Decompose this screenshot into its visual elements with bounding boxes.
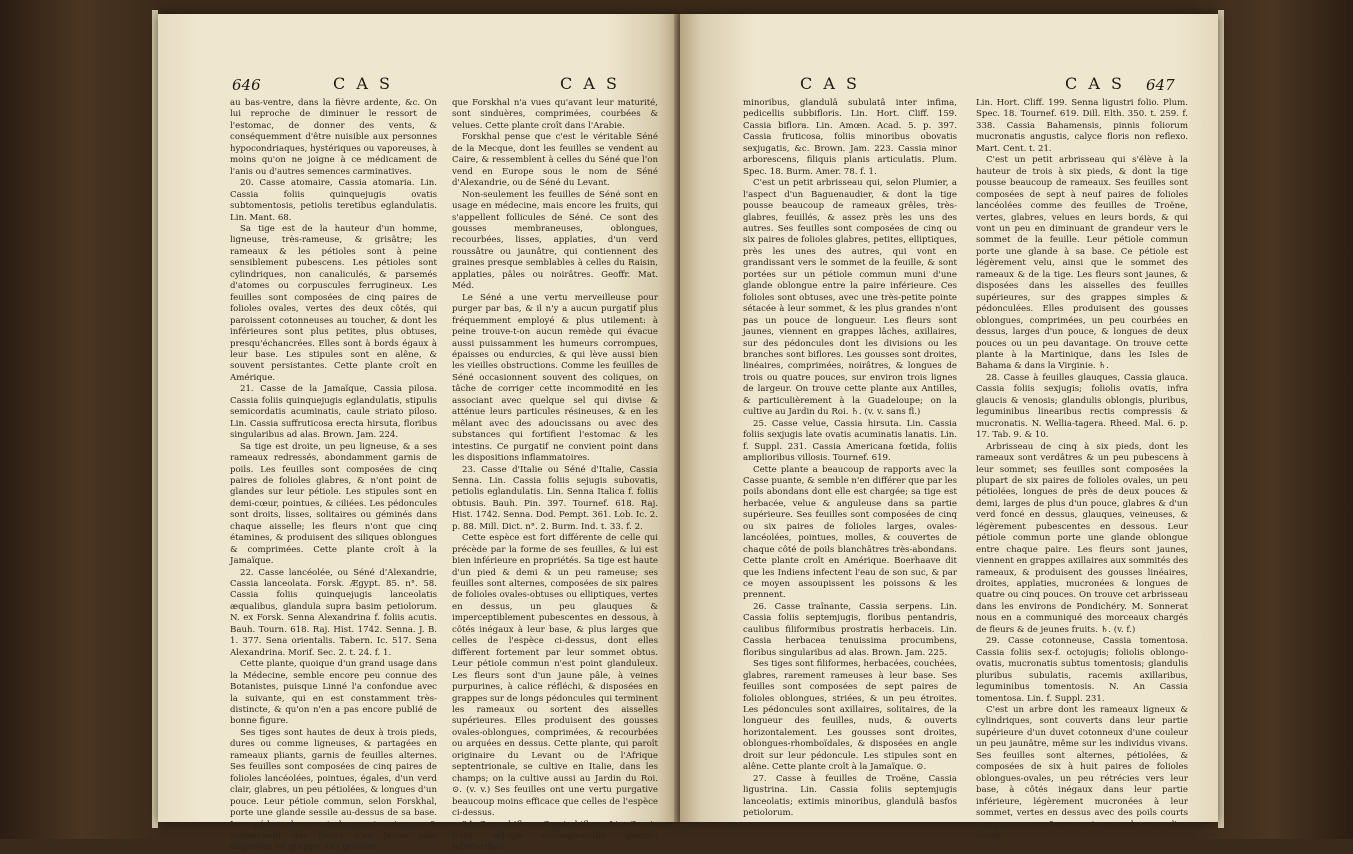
paragraph: C'est un petit arbrisseau qui, selon Plumier, a l'aspect d'un Baguenaudier, & dont la tige pousse beaucoup de rameaux grêles, très-glabres, feuillés, & assez près les uns des autres. Ses feuilles sont composées de cinq ou six paires de folioles glabres, petites, elliptiques, près les unes des autres, qui vont en grandissant vers le sommet de la feuille, & sont portées sur un pétiole commun muni d'une glande oblongue entre la paire inférieure. Ces folioles sont obtuses, avec une très-petite pointe sétacée à leur sommet, & les plus grandes n'ont pas un pouce de longueur. Les fleurs sont jaunes, viennent en grappes lâches, axillaires, sur des pédoncules dont les divisions ou les branches sont biflores. Les gousses sont droites, linéaires, comprimées, noirâtres, & longues de trois ou quatre pouces, sur environ trois lignes de largeur. On trouve cette plante aux Antilles, & particulièrement à la Guadeloupe; on la cultive au Jardin du Roi. ♄. (v. v. sans fl.) xyxy=(743,178,957,418)
paragraph: Sa tige est de la hauteur d'un homme, ligneuse, très-rameuse, & grisâtre; les rameaux & les pétioles sont à peine sensiblement pubescens. Les pétioles sont cylindriques, non canaliculés, & parsemés d'atomes ou corpuscules ferrugineux. Les feuilles sont composées de cinq paires de folioles ovales, vertes des deux côtés, qui paroissent cotonneuses au toucher, & dont les inférieures sont plus petites, plus obtuses, presqu'échancrées. Elles sont à bords égaux à leur base. Les stipules sont en alêne, & souvent persistantes. Cette plante croît en Amérique. xyxy=(230,223,437,383)
paragraph: Ses tiges sont hautes de deux à trois pieds, dures ou comme ligneuses, & partagées en rameaux pliants, garnis de feuilles alternes. Ses feuilles sont composées de cinq paires de folioles lancéolées, pointues, égales, d'un verd clair, glabres, un peu pétiolées, & longues d'un pouce. Leur pétiole commun, selon Forskhal, porte une glande sessile au-dessus de sa base. Les pédoncules sont longs, terminaux, & soutiennent des fleurs d'un jaune pâle disposées en grappe. Les gousses, xyxy=(230,727,437,853)
paragraph: 29. Casse cotonneuse, Cassia tomentosa. Cassia foliis sex-f. octojugis; foliolis oblongo-ovatis, mucronatis subtus tomentosis; glandulis pluribus subulatis, racemis axillaribus, leguminibus tomentosis. N. An Cassia tomentosa. Lin. f. Suppl. 231. xyxy=(976,636,1188,704)
paragraph: Lin. Hort. Cliff. 199. Senna ligustri folio. Plum. Spec. 18. Tournef. 619. Dill. Elth. 350. t. 259. f. 338. Cassia Bahamensis, pinnis foliorum mucronatis angustis, calyce floris non reflexo. Mart. Cent. t. 21. xyxy=(976,98,1188,154)
paragraph: Cette espèce est fort différente de celle qui précède par la forme de ses feuilles, & lui est bien inférieure en propriétés. Sa tige est haute d'un pied & demi & un peu rameuse; ses feuilles sont alternes, composées de six paires de folioles ovales-obtuses ou elliptiques, vertes en dessus, un peu glauques & imperceptiblement pubescentes en dessous, à côtés inégaux à leur base, & plus larges que celles de l'espèce ci-dessus, dont elles diffèrent fortement par leur sommet obtus. Leur pétiole commun n'est point glanduleux. Les fleurs sont d'un jaune pâle, à veines purpurines, à calice réfléchi, & disposées en grappes sur de longs pédoncules qui terminent les rameaux ou sortent des aisselles supérieures. Elles produisent des gousses ovales-oblongues, comprimées, & recourbées ou arquées en dessus. Cette plante, qui paroît originaire du Levant ou de l'Afrique septentrionale, se cultive en Italie, dans les champs; on la cultive aussi au Jardin du Roi. ⊙. (v. v.) Ses feuilles ont une vertu purgative beaucoup moins efficace que celles de l'espèce ci-dessus. xyxy=(452,533,658,819)
paragraph: 20. Casse atomaire, Cassia atomaria. Lin. Cassia foliis quinquejugis ovatis subtomentosis, petiolis teretibus eglandulatis. Lin. Mant. 68. xyxy=(230,178,437,223)
paragraph: au bas-ventre, dans la fièvre ardente, &c. On lui reproche de diminuer le ressort de l'estomac, de donner des vents, & conséquemment d'être nuisible aux personnes hypocondriaques, hystériques ou vaporeuses, à moins qu'on ne joigne à ce médicament de l'anis ou d'autres semences carminatives. xyxy=(230,98,437,177)
paragraph: 26. Casse traînante, Cassia serpens. Lin. Cassia foliis septemjugis, floribus pentandris, caulibus filiformibus prostratis herbaceis. Lin. Cassia herbacea tenuissima procumbens, floribus singularibus ad alas. Brown. Jam. 225. xyxy=(743,601,957,658)
paragraph: que Forskhal n'a vues qu'avant leur maturité, sont sinduères, comprimées, courbées & velues. Cette plante croît dans l'Arabie. xyxy=(452,98,658,131)
paragraph: C'est un petit arbrisseau qui s'élève à la hauteur de trois à six pieds, & dont la tige pousse beaucoup de rameaux. Ses feuilles sont composées de sept à neuf paires de folioles lancéolées comme des feuilles de Troëne, vertes, glabres, velues en leurs bords, & qui vont un peu en diminuant de grandeur vers le sommet de la feuille. Leur pétiole commun porte une glande à sa base. Ce pétiole est légèrement velu, ainsi que le sommet des rameaux & de la tige. Les fleurs sont jaunes, & disposées dans les aisselles des feuilles supérieures, sur des grappes simples & pédonculées. Elles produisent des gousses oblongues, comprimées, un peu courbées en dessus, larges d'un pouce, & longues de deux pouces ou un peu davantage. On trouve cette plante à la Martinique, dans les Isles de Bahama & dans la Virginie. ♄. xyxy=(976,155,1188,372)
right-page xyxy=(680,14,1218,841)
paragraph: Forskhal pense que c'est le véritable Séné de la Mecque, dont les feuilles se vendent au Caire, & ressemblent à celles du Séné que l'on vend en Europe sous le nom de Séné d'Alexandrie, ou de Séné du Levant. xyxy=(452,132,658,189)
paragraph: Ses tiges sont filiformes, herbacées, couchées, glabres, rarement rameuses à leur base. Ses feuilles sont composées de sept paires de folioles oblongues, striées, & un peu étroites. Les pédoncules sont axillaires, solitaires, de la longueur des feuilles, nuds, & ouverts horizontalement. Les gousses sont droites, oblongues-rhomboïdales, & disposées en angle droit sur leur pédoncule. Les stipules sont en alêne. Cette plante croît à la Jamaïque. ⊙. xyxy=(743,659,957,773)
paragraph: Non-seulement les feuilles de Séné sont en usage en médecine, mais encore les fruits, qui s'appellent follicules de Séné. Ce sont des gousses membraneuses, oblongues, recourbées, lisses, applaties, d'un verd roussâtre ou jaunâtre, qui contiennent des graines presque semblables à celles du Raisin, applaties, pâles ou noirâtres. Geoffr. Mat. Méd. xyxy=(452,189,658,292)
left-column-2 xyxy=(452,98,658,853)
left-header-right: C A S xyxy=(560,74,620,93)
paragraph: Le Séné a une vertu merveilleuse pour purger par bas, & il n'y a aucun purgatif plus fréquemment employé & plus utilement: à peine trouve-t-on aucun remède qui évacue aussi puissamment les humeurs corrompues, épaisses ou endurcies, & qui lève aussi bien les vieilles obstructions. Comme les feuilles de Séné occasionnent souvent des coliques, on tâche de corriger cette incommodité en les associant avec quelque sel qui divise & atténue leurs particules résineuses, & en les mêlant avec des adoucissans ou avec des substances qui fortifient l'estomac & les intestins. Ce purgatif ne convient point dans les dispositions inflammatoires. xyxy=(452,292,658,464)
paragraph: Arbrisseau de cinq à six pieds, dont les rameaux sont verdâtres & un peu pubescens à leur sommet; ses feuilles sont composées la plupart de six paires de folioles ovales, un peu pétiolées, longues de près de deux pouces & demi, larges de plus d'un pouce, glabres & d'un verd foncé en dessus, glauques, veineuses, & légèrement pubescentes en dessous. Leur pétiole commun porte une glande oblongue entre chaque paire. Les fleurs sont jaunes, viennent en grappes axillaires aux sommités des rameaux, & produisent des gousses linéaires, droites, applaties, mucronées & longues de quatre ou cinq pouces. On trouve cet arbrisseau dans les environs de Pondichéry. M. Sonnerat nous en a communiqué des morceaux chargés de fleurs & de jeunes fruits. ♄. (v. f.) xyxy=(976,441,1188,635)
left-page xyxy=(158,14,678,853)
paragraph: 22. Casse lancéolée, ou Séné d'Alexandrie, Cassia lanceolata. Forsk. Ægypt. 85. n°. 58. Cassia foliis quinquejugis lanceolatis æqualibus, glandula supra basim petiolorum. N. ex Forsk. Senna Alexandrina f. foliis acutis. Bauh. Tourn. 618. Raj. Hist. 1742. Senna. J. B. 1. 377. Sena orientalis. Tabern. Ic. 517. Sena Alexandrina. Morif. Sec. 2. t. 24. f. 1. xyxy=(230,567,437,658)
paragraph: minoribus, glandulâ subulatâ inter infima, pedicellis subbifloris. Lin. Hort. Cliff. 159. Cassia biflora. Lin. Amœn. Acad. 5. p. 397. Cassia fruticosa, foliis minoribus obovatis sexjugatis, &c. Brown. Jam. 223. Cassia minor arborescens, filiquis planis articulatis. Plum. Spec. 18. Burm. Amer. 78. f. 1. xyxy=(743,98,957,177)
paragraph: C'est un arbre dont les rameaux ligneux & cylindriques, sont couverts dans leur partie supérieure d'un duvet cotonneux d'une couleur un peu jaunâtre, même sur les individus vivans. Ses feuilles sont alternes, pétiolées, & composées de six à huit paires de folioles oblongues-ovales, un peu rétrécies vers leur base, à côtés inégaux dans leur partie inférieure, légèrement mucronées à leur sommet, vertes en dessus avec des poils courts un peu rares, & couvertes en dessous d'un duvet xyxy=(976,705,1188,841)
paragraph: 25. Casse velue, Cassia hirsuta. Lin. Cassia foliis sexjugis late ovatis acuminatis lanatis. Lin. f. Suppl. 231. Cassia Americana fœtida, foliis amplioribus villosis. Tournef. 619. xyxy=(743,418,957,464)
paragraph: Cette plante a beaucoup de rapports avec la Casse puante, & semble n'en différer que par les poils abondans dont elle est chargée; sa tige est herbacée, velue & anguleuse dans sa partie supérieure. Ses feuilles sont composées de cinq ou six paires de folioles larges, ovales-lancéolées, pointues, molles, & couvertes de chaque côté de poils blanchâtres très-abondans. Cette plante croît en Amérique. Boerhaave dit que les Indiens infectent l'eau de son suc, & par ce moyen assoupissent les poissons & les prennent. xyxy=(743,464,957,601)
right-header-right: C A S xyxy=(1065,74,1125,93)
paragraph: 21. Casse de la Jamaïque, Cassia pilosa. Cassia foliis quinquejugis eglandulatis, stipulis semicordatis acuminatis, caule striato piloso. Lin. Cassia suffruticosa erecta hirsuta, floribus singularibus ad alas. Brown. Jam. 224. xyxy=(230,384,437,441)
paragraph: 28. Casse à feuilles glauques, Cassia glauca. Cassia foliis sexjugis; foliolis ovatis, infra glaucis & venosis; glandulis oblongis, pluribus, leguminibus linearibus rectis compressis & mucronatis. N. Wellia-tagera. Rheed. Mal. 6. p. 17. Tab. 9. & 10. xyxy=(976,372,1188,441)
right-column-1 xyxy=(743,98,957,819)
right-column-2 xyxy=(976,98,1188,841)
left-header-left: C A S xyxy=(333,74,393,93)
paragraph: 23. Casse d'Italie ou Séné d'Italie, Cassia Senna. Lin. Cassia foliis sejugis subovatis, petiolis eglandulatis. Lin. Senna Italica f. foliis obtusis. Bauh. Pin. 397. Tournef. 618. Raj. Hist. 1742. Senna. Dod. Pempt. 361. Lob. Ic. 2. p. 88. Mill. Dict. n°. 2. Burm. Ind. t. 33. f. 2. xyxy=(452,464,658,532)
paragraph: Cette plante, quoique d'un grand usage dans la Médecine, semble encore peu connue des Botanistes, puisque Linné l'a confondue avec la suivante, qui en est constamment très-distincte, & qu'on n'en a pas encore publié de bonne figure. xyxy=(230,659,437,727)
right-header-left: C A S xyxy=(800,74,860,93)
paragraph: 24. Casse biflore, Cassia biflora. Lin. Cassia foliis sejugis oblongiusculis glabris; inferioribus xyxy=(452,819,658,853)
right-page-number: 647 xyxy=(1146,76,1175,94)
left-page-number: 646 xyxy=(232,76,261,94)
paragraph: Sa tige est droite, un peu ligneuse, & a ses rameaux redressés, abondamment garnis de poils. Les feuilles sont composées de cinq paires de folioles glabres, & n'ont point de glandes sur leur pétiole. Les stipules sont en demi-cœur, pointues, & ciliées. Les pédoncules sont droits, lisses, solitaires ou géminés dans chaque aisselle; les fleurs n'ont que cinq étamines, & produisent des siliques oblongues & comprimées. Cette plante croît à la Jamaïque. xyxy=(230,441,437,567)
paragraph: 27. Casse à feuilles de Troëne, Cassia ligustrina. Lin. Cassia foliis septemjugis lanceolatis; extimis minoribus, glandulâ basfos petiolorum. xyxy=(743,773,957,819)
left-column-1 xyxy=(230,98,437,853)
right-page-edge xyxy=(1218,10,1224,828)
